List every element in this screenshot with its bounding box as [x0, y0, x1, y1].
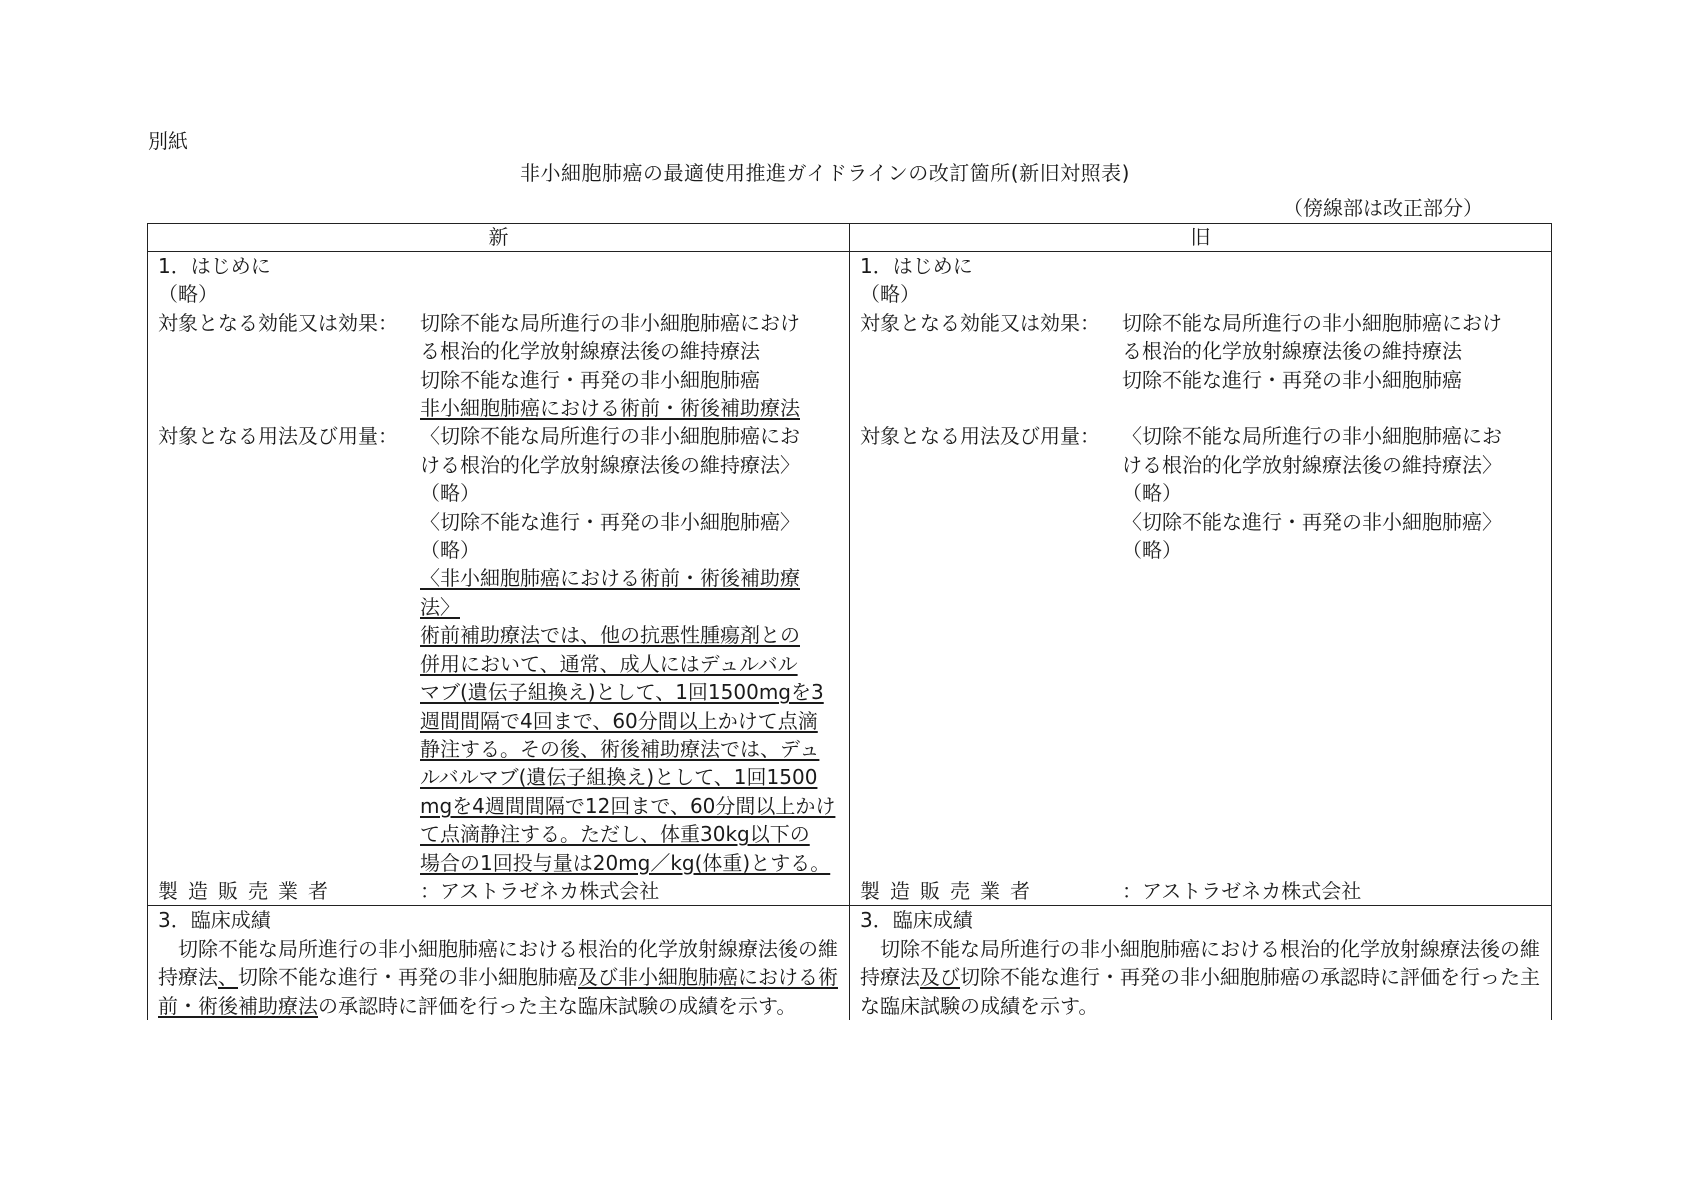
blank-line — [1122, 650, 1541, 678]
blank-line — [1122, 849, 1541, 877]
cell-new-section1 — [148, 252, 850, 906]
blank-line — [1122, 763, 1541, 791]
blank-line — [1122, 564, 1541, 592]
column-header-new: 新 — [148, 224, 850, 252]
efficacy-line-revised: 非小細胞肺癌における術前・術後補助療法 — [420, 396, 800, 421]
blank-line — [1122, 820, 1541, 848]
clinical-text: 切除不能な局所進行の非小細胞肺癌における根治的化学放射線療法後の維持療法 — [158, 936, 838, 990]
dosage-line: ける根治的化学放射線療法後の維持療法〉 — [420, 452, 800, 477]
clinical-text: 切除不能な進行・再発の非小細胞肺癌 — [238, 965, 578, 990]
dosage-line: ける根治的化学放射線療法後の維持療法〉 — [1122, 452, 1502, 477]
efficacy-values — [420, 309, 839, 423]
dosage-line-revised: mgを4週間間隔で12回まで、60分間以上かけ — [420, 793, 836, 818]
section-heading: 3．臨床成績 — [860, 908, 973, 933]
manufacturer-row — [158, 877, 839, 905]
blank-line — [1122, 621, 1541, 649]
dosage-line-revised: 静注する。その後、術後補助療法では、デュ — [420, 736, 820, 761]
dosage-line: 〈切除不能な進行・再発の非小細胞肺癌〉 — [420, 509, 800, 534]
dosage-line-revised: 術前補助療法では、他の抗悪性腫瘍剤との — [420, 623, 800, 648]
manufacturer-value: ：アストラゼネカ株式会社 — [420, 878, 660, 903]
dosage-line: （略） — [420, 481, 480, 506]
dosage-line-revised: 〈非小細胞肺癌における術前・術後補助療 — [420, 566, 800, 591]
cell-old-section3 — [850, 906, 1552, 1020]
document-title: 非小細胞肺癌の最適使用推進ガイドラインの改訂箇所(新旧対照表) — [520, 161, 1130, 185]
dosage-line: 〈切除不能な局所進行の非小細胞肺癌にお — [420, 424, 800, 449]
blank-line — [1122, 593, 1541, 621]
clinical-text: 切除不能な進行・再発の非小細胞肺癌の承認時に評価を行った主な臨床試験の成績を示す。 — [860, 965, 1540, 1018]
attachment-label: 別紙 — [148, 129, 188, 153]
dosage-row — [158, 422, 839, 877]
blank-line — [1122, 678, 1541, 706]
manufacturer-row — [860, 877, 1541, 905]
efficacy-row — [860, 309, 1541, 423]
clinical-text-revised: 、 — [218, 965, 238, 990]
column-header-old: 旧 — [850, 224, 1552, 252]
blank-line — [1122, 792, 1541, 820]
dosage-label: 対象となる用法及び用量： — [860, 424, 1100, 449]
table-header-row — [148, 224, 1552, 252]
table-row-section3 — [148, 906, 1552, 1020]
dosage-line: （略） — [420, 538, 480, 563]
omitted-text: （略） — [860, 282, 920, 307]
omitted-text: （略） — [158, 282, 218, 307]
efficacy-line: 切除不能な進行・再発の非小細胞肺癌 — [420, 367, 760, 392]
dosage-line-revised: ルバルマブ(遺伝子組換え)として、1回1500 — [420, 765, 818, 790]
dosage-line: 〈切除不能な局所進行の非小細胞肺癌にお — [1122, 424, 1502, 449]
clinical-text-revised: 及び非小細胞肺癌における術前・術後補助療法 — [158, 965, 838, 1018]
cell-new-section3 — [148, 906, 850, 1020]
clinical-paragraph — [158, 935, 839, 1020]
dosage-line-revised: 併用において、通常、成人にはデュルバル — [420, 651, 798, 676]
comparison-table — [147, 223, 1552, 1020]
dosage-values — [420, 422, 839, 877]
blank-line — [1122, 394, 1541, 422]
manufacturer-label: 製造販売業者 — [860, 878, 1040, 903]
clinical-text: の承認時に評価を行った主な臨床試験の成績を示す。 — [318, 993, 797, 1018]
efficacy-line: る根治的化学放射線療法後の維持療法 — [420, 339, 760, 364]
efficacy-line: 切除不能な局所進行の非小細胞肺癌におけ — [1122, 310, 1502, 335]
blank-line — [1122, 707, 1541, 735]
efficacy-line: 切除不能な局所進行の非小細胞肺癌におけ — [420, 310, 800, 335]
cell-old-section1 — [850, 252, 1552, 906]
efficacy-line: 切除不能な進行・再発の非小細胞肺癌 — [1122, 367, 1462, 392]
dosage-label: 対象となる用法及び用量： — [158, 424, 398, 449]
efficacy-row — [158, 309, 839, 423]
manufacturer-label: 製造販売業者 — [158, 878, 338, 903]
section-heading: 1．はじめに — [860, 254, 973, 278]
dosage-line: （略） — [1122, 538, 1182, 563]
efficacy-values — [1122, 309, 1541, 423]
underline-note: （傍線部は改正部分） — [1283, 196, 1483, 220]
dosage-line: （略） — [1122, 481, 1182, 506]
dosage-line: 〈切除不能な進行・再発の非小細胞肺癌〉 — [1122, 509, 1502, 534]
dosage-line-revised: て点滴静注する。ただし、体重30kg以下の — [420, 822, 810, 847]
clinical-text-revised: 及び — [920, 965, 960, 990]
efficacy-label: 対象となる効能又は効果： — [158, 310, 398, 335]
efficacy-label: 対象となる効能又は効果： — [860, 310, 1100, 335]
dosage-line-revised: マブ(遺伝子組換え)として、1回1500mgを3 — [420, 680, 824, 705]
dosage-values — [1122, 422, 1541, 877]
dosage-line-revised: 週間間隔で4回まで、60分間以上かけて点滴 — [420, 708, 818, 733]
section-heading: 1．はじめに — [158, 254, 271, 278]
dosage-row — [860, 422, 1541, 877]
efficacy-line: る根治的化学放射線療法後の維持療法 — [1122, 339, 1462, 364]
clinical-text: 切除不能な局所進行の非小細胞肺癌における根治的化学放射線療法後の維持療法 — [860, 936, 1540, 990]
blank-line — [1122, 735, 1541, 763]
table-row-section1 — [148, 252, 1552, 906]
section-heading: 3．臨床成績 — [158, 908, 271, 933]
dosage-line-revised: 場合の1回投与量は20mg／kg(体重)とする。 — [420, 850, 831, 875]
dosage-line-revised: 法〉 — [420, 594, 460, 619]
manufacturer-value: ：アストラゼネカ株式会社 — [1122, 878, 1362, 903]
clinical-paragraph — [860, 935, 1541, 1020]
